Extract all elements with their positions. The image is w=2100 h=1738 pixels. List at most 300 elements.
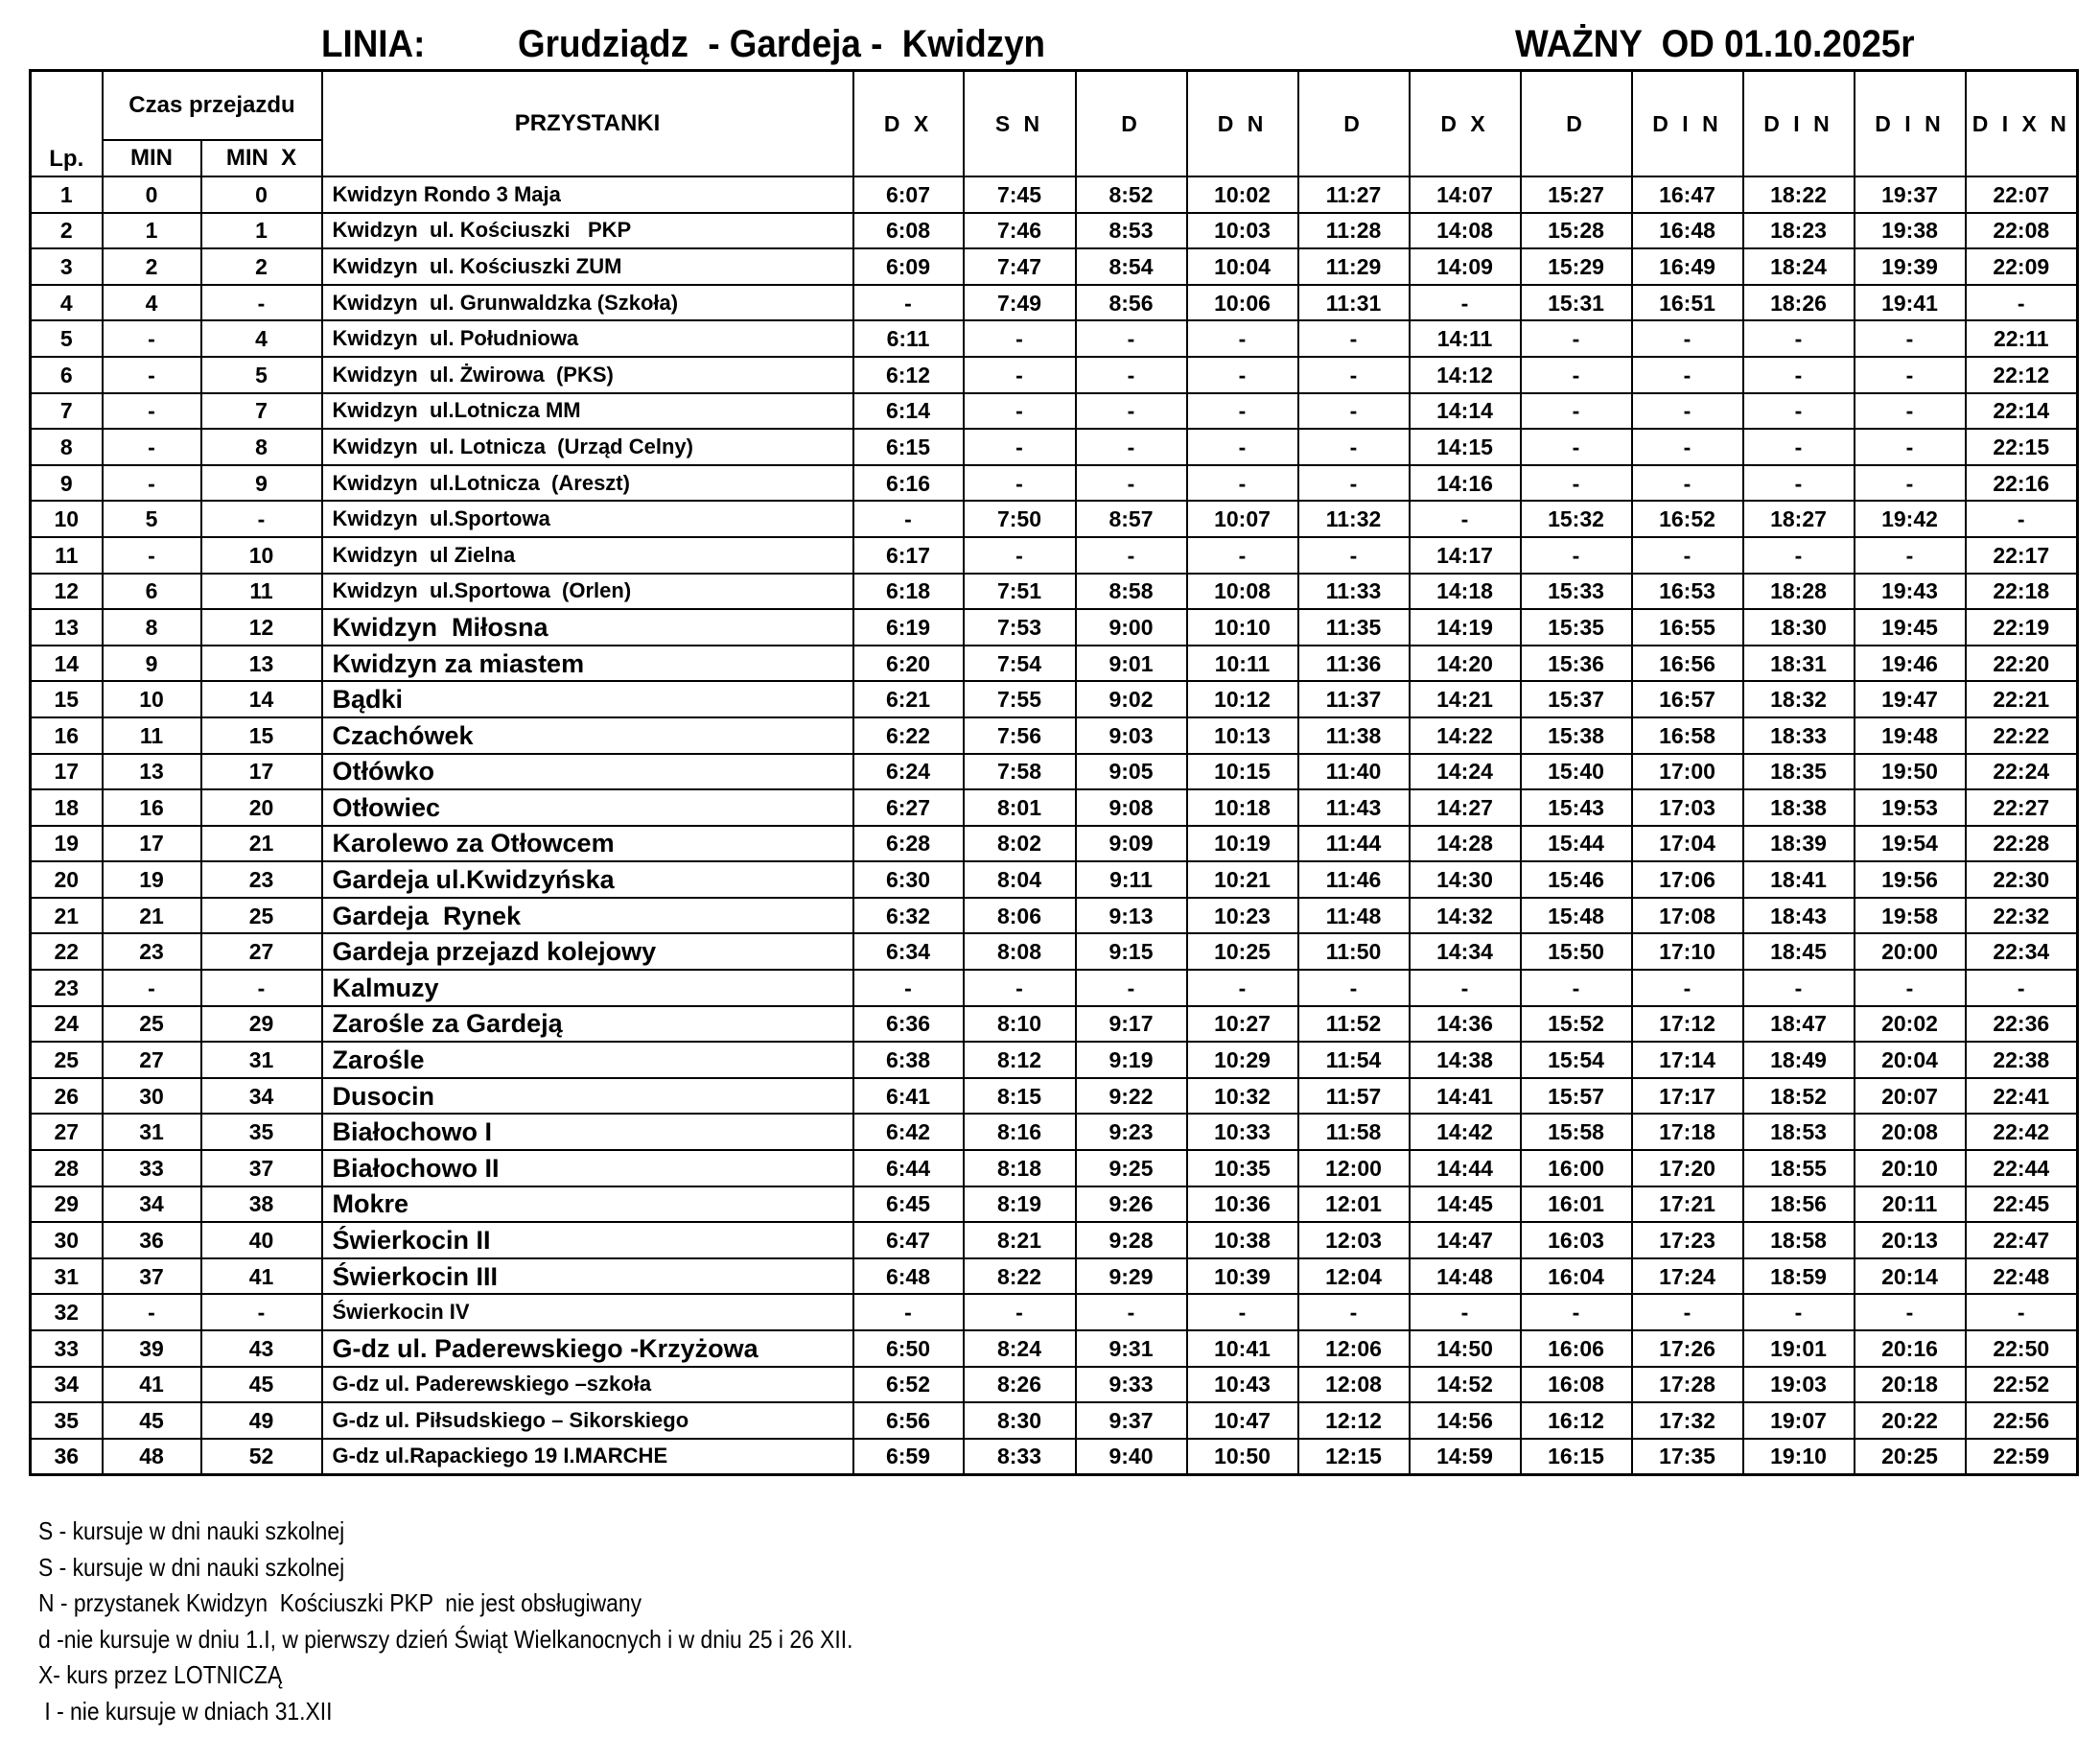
departure-time: 10:38	[1187, 1222, 1298, 1258]
departure-time: 7:51	[964, 574, 1076, 610]
stop-name: Białochowo II	[322, 1150, 853, 1186]
departure-time: 19:47	[1855, 681, 1966, 717]
departure-time: 15:31	[1521, 285, 1632, 321]
departure-time: 9:11	[1076, 861, 1187, 898]
departure-time: 7:55	[964, 681, 1076, 717]
travel-min-x: 37	[201, 1150, 322, 1186]
departure-time: 6:34	[853, 933, 964, 970]
note-line: d -nie kursuje w dniu 1.I, w pierwszy dzień Świąt Wielkanocnych i w dniu 25 i 26 XII.	[38, 1624, 853, 1654]
departure-time: 22:42	[1966, 1114, 2078, 1150]
departure-time: 6:19	[853, 609, 964, 646]
departure-time: -	[1743, 393, 1855, 430]
departure-time: 10:43	[1187, 1367, 1298, 1403]
travel-min-x: 14	[201, 681, 322, 717]
departure-time: 15:46	[1521, 861, 1632, 898]
departure-time: -	[1855, 465, 1966, 502]
departure-time: -	[1521, 970, 1632, 1006]
departure-time: 6:16	[853, 465, 964, 502]
departure-time: 15:33	[1521, 574, 1632, 610]
departure-time: 10:08	[1187, 574, 1298, 610]
row-number: 18	[31, 789, 103, 826]
departure-time: 18:55	[1743, 1150, 1855, 1186]
departure-time: 8:04	[964, 861, 1076, 898]
departure-time: 15:52	[1521, 1006, 1632, 1043]
column-header-min-x: MIN X	[201, 140, 322, 176]
table-row	[31, 717, 2078, 754]
departure-time: 8:19	[964, 1186, 1076, 1223]
travel-min: 13	[103, 754, 201, 790]
departure-time: 18:27	[1743, 501, 1855, 537]
departure-time: 14:50	[1410, 1330, 1521, 1367]
row-number: 32	[31, 1294, 103, 1330]
departure-time: 8:10	[964, 1006, 1076, 1043]
departure-time: 11:38	[1298, 717, 1410, 754]
departure-time: 16:06	[1521, 1330, 1632, 1367]
departure-time: 9:09	[1076, 826, 1187, 862]
stop-name: Kwidzyn ul.Lotnicza (Areszt)	[322, 465, 853, 502]
departure-time: 22:52	[1966, 1367, 2078, 1403]
departure-time: 14:41	[1410, 1078, 1521, 1115]
departure-time: 8:56	[1076, 285, 1187, 321]
departure-time: 18:45	[1743, 933, 1855, 970]
row-number: 29	[31, 1186, 103, 1223]
departure-time: 6:24	[853, 754, 964, 790]
travel-min: 31	[103, 1114, 201, 1150]
departure-time: -	[1187, 970, 1298, 1006]
departure-time: -	[1187, 393, 1298, 430]
departure-time: 19:10	[1743, 1439, 1855, 1475]
row-number: 36	[31, 1439, 103, 1475]
departure-time: 19:37	[1855, 176, 1966, 213]
row-number: 35	[31, 1402, 103, 1439]
departure-time: 11:35	[1298, 609, 1410, 646]
departure-time: 22:15	[1966, 429, 2078, 465]
departure-time: 10:27	[1187, 1006, 1298, 1043]
travel-min: 30	[103, 1078, 201, 1115]
departure-time: -	[1632, 320, 1743, 357]
row-number: 25	[31, 1042, 103, 1078]
departure-time: -	[1743, 320, 1855, 357]
stop-name: Otłówko	[322, 754, 853, 790]
departure-time: 22:50	[1966, 1330, 2078, 1367]
departure-time: 18:52	[1743, 1078, 1855, 1115]
departure-time: 12:15	[1298, 1439, 1410, 1475]
departure-time: 6:48	[853, 1258, 964, 1295]
departure-time: 19:01	[1743, 1330, 1855, 1367]
route-title: Grudziądz - Gardeja - Kwidzyn	[518, 23, 1046, 65]
travel-min-x: 49	[201, 1402, 322, 1439]
table-row	[31, 1078, 2078, 1115]
departure-time: 12:00	[1298, 1150, 1410, 1186]
departure-time: 22:11	[1966, 320, 2078, 357]
departure-time: 10:15	[1187, 754, 1298, 790]
departure-time: -	[1966, 1294, 2078, 1330]
table-row	[31, 1330, 2078, 1367]
departure-time: 19:42	[1855, 501, 1966, 537]
departure-time: -	[1743, 357, 1855, 393]
row-number: 4	[31, 285, 103, 321]
departure-time: 10:41	[1187, 1330, 1298, 1367]
column-header-course: D	[1076, 71, 1187, 177]
departure-time: -	[1076, 357, 1187, 393]
table-row	[31, 176, 2078, 213]
departure-time: 6:44	[853, 1150, 964, 1186]
departure-time: 11:40	[1298, 754, 1410, 790]
departure-time: 16:47	[1632, 176, 1743, 213]
departure-time: 16:03	[1521, 1222, 1632, 1258]
note-line: N - przystanek Kwidzyn Kościuszki PKP nie jest obsługiwany	[38, 1588, 642, 1617]
travel-min-x: 20	[201, 789, 322, 826]
departure-time: -	[1521, 393, 1632, 430]
legend-notes	[38, 1514, 852, 1729]
departure-time: 16:55	[1632, 609, 1743, 646]
travel-min-x: 2	[201, 248, 322, 285]
stop-name: Kwidzyn ul Zielna	[322, 537, 853, 574]
column-header-course: S N	[964, 71, 1076, 177]
departure-time: 22:08	[1966, 213, 2078, 249]
departure-time: 15:44	[1521, 826, 1632, 862]
departure-time: 15:40	[1521, 754, 1632, 790]
departure-time: 22:21	[1966, 681, 2078, 717]
departure-time: -	[1298, 465, 1410, 502]
departure-time: 7:47	[964, 248, 1076, 285]
travel-min-x: 34	[201, 1078, 322, 1115]
departure-time: -	[1410, 285, 1521, 321]
departure-time: 8:22	[964, 1258, 1076, 1295]
departure-time: 16:04	[1521, 1258, 1632, 1295]
travel-min-x: 15	[201, 717, 322, 754]
travel-min: -	[103, 1294, 201, 1330]
departure-time: -	[1076, 320, 1187, 357]
departure-time: 11:58	[1298, 1114, 1410, 1150]
departure-time: -	[1855, 1294, 1966, 1330]
departure-time: 14:45	[1410, 1186, 1521, 1223]
departure-time: 16:58	[1632, 717, 1743, 754]
departure-time: 19:48	[1855, 717, 1966, 754]
departure-time: 11:33	[1298, 574, 1410, 610]
departure-time: 18:31	[1743, 646, 1855, 682]
departure-time: 15:35	[1521, 609, 1632, 646]
departure-time: -	[1632, 393, 1743, 430]
departure-time: 19:46	[1855, 646, 1966, 682]
departure-time: 14:08	[1410, 213, 1521, 249]
stop-name: Kwidzyn ul.Lotnicza MM	[322, 393, 853, 430]
departure-time: -	[1855, 429, 1966, 465]
table-row	[31, 357, 2078, 393]
departure-time: 22:30	[1966, 861, 2078, 898]
departure-time: 18:39	[1743, 826, 1855, 862]
departure-time: 6:27	[853, 789, 964, 826]
departure-time: 20:22	[1855, 1402, 1966, 1439]
departure-time: 12:04	[1298, 1258, 1410, 1295]
departure-time: 14:14	[1410, 393, 1521, 430]
departure-time: 9:26	[1076, 1186, 1187, 1223]
table-row	[31, 933, 2078, 970]
departure-time: 11:37	[1298, 681, 1410, 717]
departure-time: 17:10	[1632, 933, 1743, 970]
departure-time: 18:30	[1743, 609, 1855, 646]
departure-time: 9:01	[1076, 646, 1187, 682]
departure-time: 14:44	[1410, 1150, 1521, 1186]
travel-min-x: 41	[201, 1258, 322, 1295]
stop-name: G-dz ul. Paderewskiego -Krzyżowa	[322, 1330, 853, 1367]
departure-time: 18:58	[1743, 1222, 1855, 1258]
departure-time: 11:31	[1298, 285, 1410, 321]
travel-min: 9	[103, 646, 201, 682]
travel-min: -	[103, 429, 201, 465]
stop-name: Kwidzyn ul. Kościuszki ZUM	[322, 248, 853, 285]
departure-time: -	[1187, 320, 1298, 357]
departure-time: 14:28	[1410, 826, 1521, 862]
departure-time: 8:21	[964, 1222, 1076, 1258]
stop-name: Czachówek	[322, 717, 853, 754]
column-header-min: MIN	[103, 140, 201, 176]
departure-time: 10:19	[1187, 826, 1298, 862]
departure-time: 6:08	[853, 213, 964, 249]
departure-time: 6:22	[853, 717, 964, 754]
row-number: 21	[31, 898, 103, 934]
departure-time: -	[1743, 429, 1855, 465]
stop-name: Bądki	[322, 681, 853, 717]
departure-time: 6:07	[853, 176, 964, 213]
departure-time: 15:43	[1521, 789, 1632, 826]
departure-time: 20:10	[1855, 1150, 1966, 1186]
travel-min-x: 23	[201, 861, 322, 898]
departure-time: -	[964, 320, 1076, 357]
departure-time: 10:21	[1187, 861, 1298, 898]
travel-min: 4	[103, 285, 201, 321]
table-row	[31, 826, 2078, 862]
row-number: 31	[31, 1258, 103, 1295]
departure-time: 9:00	[1076, 609, 1187, 646]
departure-time: 8:26	[964, 1367, 1076, 1403]
departure-time: 14:48	[1410, 1258, 1521, 1295]
travel-min: 23	[103, 933, 201, 970]
row-number: 1	[31, 176, 103, 213]
stop-name: Gardeja ul.Kwidzyńska	[322, 861, 853, 898]
departure-time: 14:12	[1410, 357, 1521, 393]
travel-min: -	[103, 970, 201, 1006]
travel-min: 19	[103, 861, 201, 898]
departure-time: 17:28	[1632, 1367, 1743, 1403]
departure-time: 6:32	[853, 898, 964, 934]
departure-time: 8:01	[964, 789, 1076, 826]
departure-time: -	[1521, 537, 1632, 574]
travel-min: 0	[103, 176, 201, 213]
travel-min: 5	[103, 501, 201, 537]
departure-time: 14:38	[1410, 1042, 1521, 1078]
row-number: 23	[31, 970, 103, 1006]
departure-time: -	[1855, 537, 1966, 574]
departure-time: 18:26	[1743, 285, 1855, 321]
departure-time: -	[1298, 537, 1410, 574]
row-number: 24	[31, 1006, 103, 1043]
travel-min: 2	[103, 248, 201, 285]
departure-time: -	[1298, 1294, 1410, 1330]
departure-time: 19:50	[1855, 754, 1966, 790]
departure-time: 11:28	[1298, 213, 1410, 249]
stop-name: Kwidzyn ul. Grunwaldzka (Szkoła)	[322, 285, 853, 321]
travel-min: 25	[103, 1006, 201, 1043]
departure-time: 16:49	[1632, 248, 1743, 285]
departure-time: -	[853, 501, 964, 537]
stop-name: Świerkocin II	[322, 1222, 853, 1258]
departure-time: 9:05	[1076, 754, 1187, 790]
departure-time: 9:40	[1076, 1439, 1187, 1475]
departure-time: 9:03	[1076, 717, 1187, 754]
departure-time: -	[1521, 320, 1632, 357]
departure-time: 10:23	[1187, 898, 1298, 934]
departure-time: -	[1187, 1294, 1298, 1330]
departure-time: 10:02	[1187, 176, 1298, 213]
departure-time: 10:10	[1187, 609, 1298, 646]
departure-time: 12:06	[1298, 1330, 1410, 1367]
departure-time: -	[1298, 970, 1410, 1006]
departure-time: 6:17	[853, 537, 964, 574]
table-row	[31, 248, 2078, 285]
table-row	[31, 898, 2078, 934]
travel-min-x: 25	[201, 898, 322, 934]
travel-min: 10	[103, 681, 201, 717]
travel-min: 27	[103, 1042, 201, 1078]
departure-time: 14:34	[1410, 933, 1521, 970]
row-number: 5	[31, 320, 103, 357]
departure-time: 16:01	[1521, 1186, 1632, 1223]
departure-time: 17:03	[1632, 789, 1743, 826]
departure-time: 18:24	[1743, 248, 1855, 285]
departure-time: 7:46	[964, 213, 1076, 249]
departure-time: 8:57	[1076, 501, 1187, 537]
row-number: 15	[31, 681, 103, 717]
departure-time: 6:52	[853, 1367, 964, 1403]
row-number: 16	[31, 717, 103, 754]
departure-time: 18:56	[1743, 1186, 1855, 1223]
departure-time: 11:52	[1298, 1006, 1410, 1043]
departure-time: 17:24	[1632, 1258, 1743, 1295]
departure-time: 19:43	[1855, 574, 1966, 610]
departure-time: 14:47	[1410, 1222, 1521, 1258]
departure-time: -	[1410, 501, 1521, 537]
travel-min-x: 38	[201, 1186, 322, 1223]
departure-time: 8:06	[964, 898, 1076, 934]
stop-name: G-dz ul.Rapackiego 19 I.MARCHE	[322, 1439, 853, 1475]
departure-time: -	[1855, 320, 1966, 357]
departure-time: -	[1632, 465, 1743, 502]
departure-time: 7:45	[964, 176, 1076, 213]
departure-time: 14:52	[1410, 1367, 1521, 1403]
travel-min: -	[103, 393, 201, 430]
departure-time: 12:03	[1298, 1222, 1410, 1258]
column-header-course: D I X N	[1966, 71, 2078, 177]
departure-time: 6:14	[853, 393, 964, 430]
departure-time: 8:24	[964, 1330, 1076, 1367]
departure-time: 17:18	[1632, 1114, 1743, 1150]
departure-time: 8:54	[1076, 248, 1187, 285]
departure-time: 8:58	[1076, 574, 1187, 610]
departure-time: 16:51	[1632, 285, 1743, 321]
departure-time: -	[1187, 465, 1298, 502]
departure-time: 10:32	[1187, 1078, 1298, 1115]
departure-time: 6:47	[853, 1222, 964, 1258]
departure-time: -	[853, 970, 964, 1006]
departure-time: 9:23	[1076, 1114, 1187, 1150]
departure-time: 11:44	[1298, 826, 1410, 862]
departure-time: 6:30	[853, 861, 964, 898]
departure-time: 17:20	[1632, 1150, 1743, 1186]
departure-time: 20:04	[1855, 1042, 1966, 1078]
departure-time: 6:38	[853, 1042, 964, 1078]
departure-time: 22:12	[1966, 357, 2078, 393]
departure-time: 9:19	[1076, 1042, 1187, 1078]
departure-time: -	[964, 1294, 1076, 1330]
departure-time: 22:34	[1966, 933, 2078, 970]
departure-time: 7:53	[964, 609, 1076, 646]
table-row	[31, 537, 2078, 574]
departure-time: 17:35	[1632, 1439, 1743, 1475]
travel-min-x: 29	[201, 1006, 322, 1043]
column-header-course: D I N	[1855, 71, 1966, 177]
departure-time: 9:15	[1076, 933, 1187, 970]
departure-time: -	[964, 537, 1076, 574]
departure-time: 6:50	[853, 1330, 964, 1367]
stop-name: Karolewo za Otłowcem	[322, 826, 853, 862]
row-number: 10	[31, 501, 103, 537]
departure-time: 8:08	[964, 933, 1076, 970]
departure-time: 18:22	[1743, 176, 1855, 213]
note-line: X- kurs przez LOTNICZĄ	[38, 1660, 283, 1689]
departure-time: 14:22	[1410, 717, 1521, 754]
departure-time: 20:07	[1855, 1078, 1966, 1115]
departure-time: 22:59	[1966, 1439, 2078, 1475]
travel-min-x: 9	[201, 465, 322, 502]
departure-time: 20:13	[1855, 1222, 1966, 1258]
departure-time: -	[1632, 1294, 1743, 1330]
departure-time: 6:45	[853, 1186, 964, 1223]
departure-time: 20:16	[1855, 1330, 1966, 1367]
table-row	[31, 1439, 2078, 1475]
departure-time: -	[1743, 1294, 1855, 1330]
departure-time: 14:24	[1410, 754, 1521, 790]
travel-min-x: -	[201, 285, 322, 321]
stop-name: Zarośle za Gardeją	[322, 1006, 853, 1043]
travel-min-x: 31	[201, 1042, 322, 1078]
departure-time: 14:11	[1410, 320, 1521, 357]
table-row	[31, 1006, 2078, 1043]
departure-time: -	[1410, 970, 1521, 1006]
departure-time: 22:20	[1966, 646, 2078, 682]
departure-time: 10:03	[1187, 213, 1298, 249]
departure-time: 11:36	[1298, 646, 1410, 682]
stop-name: Kwidzyn ul. Kościuszki PKP	[322, 213, 853, 249]
departure-time: 18:49	[1743, 1042, 1855, 1078]
departure-time: -	[853, 1294, 964, 1330]
travel-min: -	[103, 465, 201, 502]
departure-time: 6:56	[853, 1402, 964, 1439]
table-row	[31, 1186, 2078, 1223]
departure-time: 6:36	[853, 1006, 964, 1043]
departure-time: 14:09	[1410, 248, 1521, 285]
stop-name: G-dz ul. Paderewskiego –szkoła	[322, 1367, 853, 1403]
departure-time: -	[1410, 1294, 1521, 1330]
table-row	[31, 501, 2078, 537]
stop-name: Białochowo I	[322, 1114, 853, 1150]
column-header-course: D I N	[1632, 71, 1743, 177]
departure-time: 16:00	[1521, 1150, 1632, 1186]
departure-time: 22:27	[1966, 789, 2078, 826]
travel-min: 41	[103, 1367, 201, 1403]
departure-time: 9:29	[1076, 1258, 1187, 1295]
departure-time: 17:14	[1632, 1042, 1743, 1078]
